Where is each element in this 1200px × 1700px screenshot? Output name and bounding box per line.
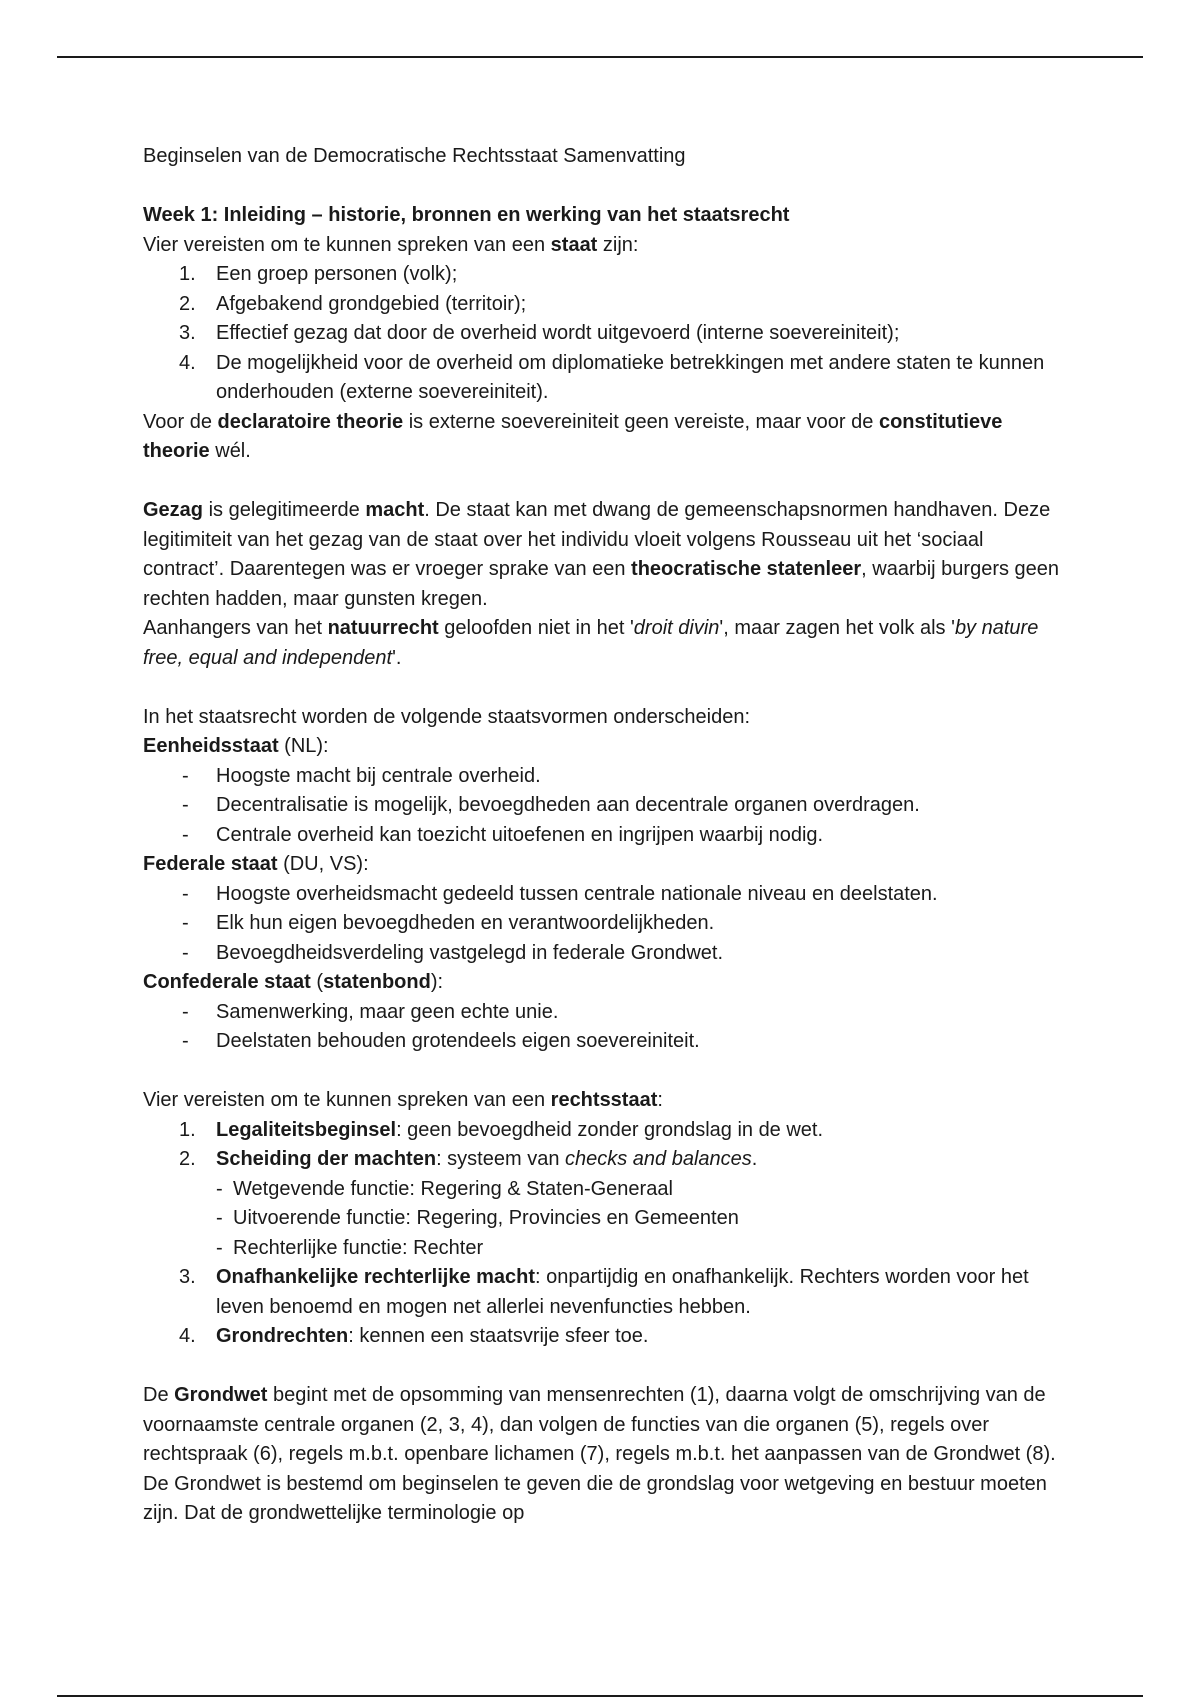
list-item: 4. Grondrechten: kennen een staatsvrije sfeer toe. (179, 1325, 649, 1347)
confederale-list (143, 998, 1063, 1057)
sub-list-item: - Uitvoerende functie: Regering, Provincies en Gemeenten (216, 1207, 739, 1229)
list-item: 1. Een groep personen (volk); (179, 263, 458, 285)
grondwet-paragraph: De Grondwet begint met de opsomming van mensenrechten (1), daarna volgt de omschrijving van de voornaamste centrale organen (2, 3, 4), dan volgen de functies van die organen (5), regels over rechtspraak (6), regels m.b.t. openbare lichamen (7), regels m.b.t. het aanpassen van de Grondwet (8). De Grondwet is bestemd om beginselen te geven die de grondslag voor wetgeving en bestuur moeten zijn. Dat de grondwettelijke terminologie op (143, 1384, 1056, 1524)
list-item: - Samenwerking, maar geen echte unie. (182, 1000, 559, 1023)
week-heading-text: Week 1: Inleiding – historie, bronnen en werking van het staatsrecht (143, 204, 790, 226)
list-item: 3. Effectief gezag dat door de overheid wordt uitgevoerd (interne soevereiniteit); (179, 322, 900, 344)
document-page (143, 142, 1063, 1529)
eenheidsstaat-list (143, 762, 1063, 851)
theory-paragraph: Voor de declaratoire theorie is externe soevereiniteit geen vereiste, maar voor de constitutieve theorie wél. (143, 410, 1003, 462)
list-item: - Centrale overheid kan toezicht uitoefenen en ingrijpen waarbij nodig. (182, 823, 824, 846)
week-heading (143, 201, 1063, 231)
list-item: 2. Scheiding der machten: systeem van checks and balances. - Wetgevende functie: Regering & Staten-Generaal - Uitvoerende functie: Regering, Provincies en Gemeenten - Rechterlijke functie: Rechter (143, 1145, 1063, 1263)
footer-rule (57, 1695, 1143, 1697)
eenheidsstaat-heading: Eenheidsstaat (NL): (143, 735, 329, 757)
rechtsstaat-list (143, 1116, 1063, 1352)
list-item: 2. Afgebakend grondgebied (territoir); (179, 292, 527, 315)
list-item: - Deelstaten behouden grotendeels eigen soevereiniteit. (182, 1030, 700, 1052)
list-item: 4. De mogelijkheid voor de overheid om diplomatieke betrekkingen met andere staten te kunnen onderhouden (externe soevereiniteit). (179, 351, 1045, 403)
federale-heading: Federale staat (DU, VS): (143, 853, 369, 875)
rechtsstaat-intro: Vier vereisten om te kunnen spreken van een rechtsstaat: (143, 1089, 663, 1111)
confederale-heading: Confederale staat (statenbond): (143, 971, 444, 993)
federale-list (143, 880, 1063, 969)
document-title: Beginselen van de Democratische Rechtsstaat Samenvatting (143, 145, 686, 167)
natuurrecht-paragraph: Aanhangers van het natuurrecht geloofden niet in het 'droit divin', maar zagen het volk als 'by nature free, equal and independent'. (143, 617, 1039, 669)
staatsvormen-intro: In het staatsrecht worden de volgende staatsvormen onderscheiden: (143, 705, 751, 728)
list-item: - Hoogste overheidsmacht gedeeld tussen centrale nationale niveau en deelstaten. (182, 882, 938, 905)
list-item: 3. Onafhankelijke rechterlijke macht: onpartijdig en onafhankelijk. Rechters worden voor het leven benoemd en mogen net allerlei nevenfuncties hebben. (179, 1266, 1029, 1318)
list-item: - Decentralisatie is mogelijk, bevoegdheden aan decentrale organen overdragen. (182, 794, 920, 816)
sub-list-item: - Wetgevende functie: Regering & Staten-Generaal (216, 1177, 673, 1200)
list-item: 1. Legaliteitsbeginsel: geen bevoegdheid zonder grondslag in de wet. (179, 1118, 824, 1141)
list-item: - Elk hun eigen bevoegdheden en verantwoordelijkheden. (182, 912, 715, 934)
list-item: - Hoogste macht bij centrale overheid. (182, 764, 541, 787)
gezag-paragraph: Gezag is gelegitimeerde macht. De staat kan met dwang de gemeenschapsnormen handhaven. Deze legitimiteit van het gezag van de staat over het individu vloeit volgens Rousseau uit het ‘sociaal contract’. Daarentegen was er vroeger sprake van een theocratische statenleer, waarbij burgers geen rechten hadden, maar gunsten kregen. (143, 499, 1060, 610)
header-rule (57, 56, 1143, 58)
staat-intro: Vier vereisten om te kunnen spreken van een staat zijn: (143, 233, 639, 256)
list-item: - Bevoegdheidsverdeling vastgelegd in federale Grondwet. (182, 941, 724, 964)
staat-requirements-list (143, 260, 1063, 408)
sub-list-item: - Rechterlijke functie: Rechter (216, 1236, 484, 1259)
